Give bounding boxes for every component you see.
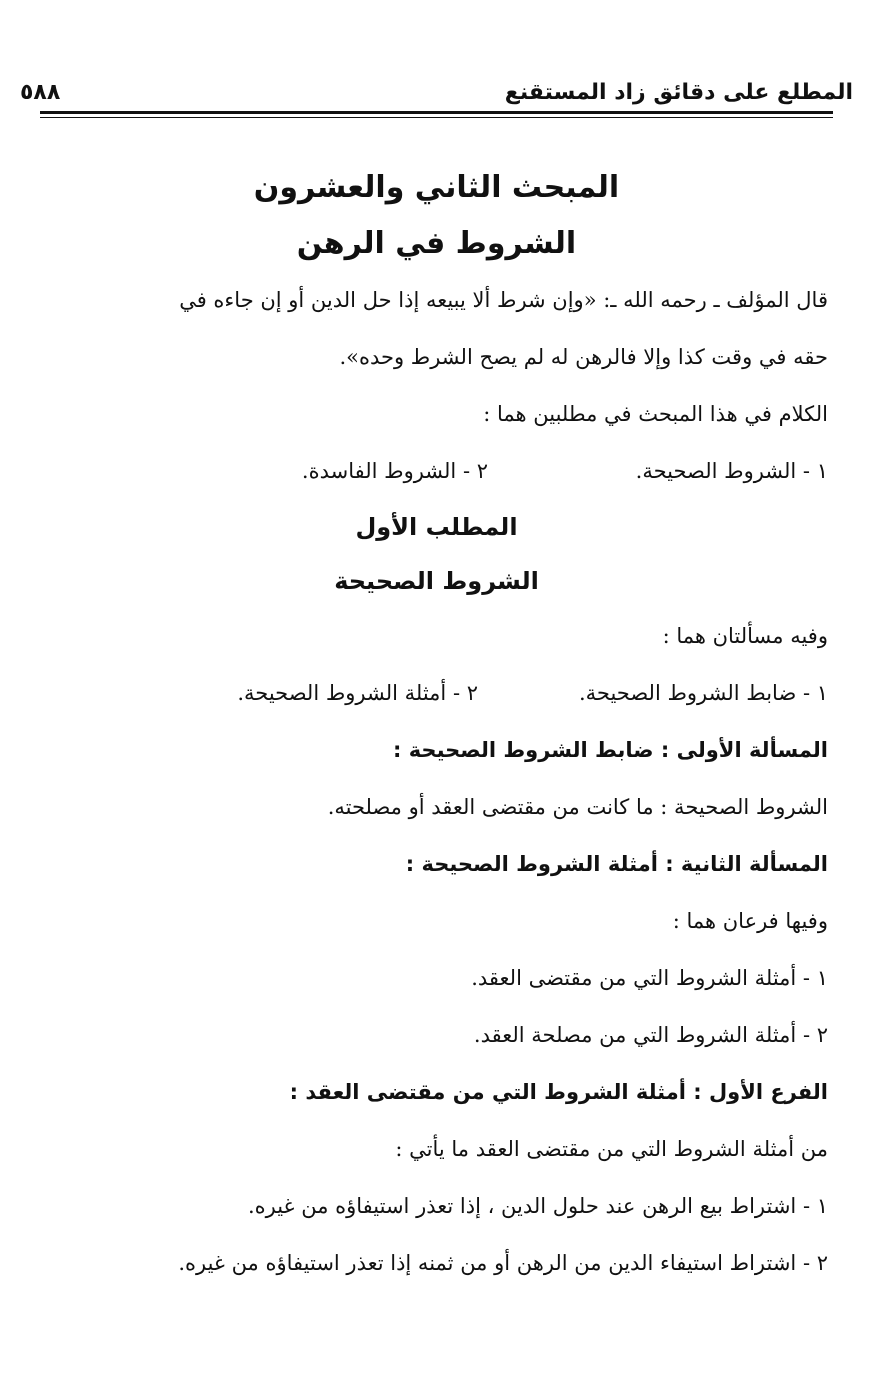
- section-subtitle: الشروط الصحيحة: [334, 567, 539, 595]
- intro-line-1: قال المؤلف ـ رحمه الله ـ: «وإن شرط ألا يبيعه إذا حل الدين أو إن جاءه في: [179, 288, 828, 312]
- section-title: المطلب الأول: [355, 513, 518, 541]
- chapter-subtitle: الشروط في الرهن: [296, 226, 577, 261]
- intro-line-3: الكلام في هذا المبحث في مطلبين هما :: [483, 402, 828, 426]
- branch-heading: الفرع الأول : أمثلة الشروط التي من مقتضى العقد :: [289, 1080, 828, 1104]
- page-body: [45, 160, 828, 1292]
- branch-list-item: ٢ - اشتراط استيفاء الدين من الرهن أو من ثمنه إذا تعذر استيفاؤه من غيره.: [178, 1251, 828, 1275]
- intro-list-item: ١ - الشروط الصحيحة.: [635, 459, 828, 483]
- book-title: المطلع على دقائق زاد المستقنع: [504, 80, 853, 105]
- section-intro: وفيه مسألتان هما :: [662, 624, 828, 648]
- branch-list-item: ١ - اشتراط بيع الرهن عند حلول الدين ، إذا تعذر استيفاؤه من غيره.: [247, 1194, 828, 1218]
- issue-heading: المسألة الثانية : أمثلة الشروط الصحيحة :: [405, 852, 828, 876]
- intro-line-2: حقه في وقت كذا وإلا فالرهن له لم يصح الشرط وحده».: [339, 345, 828, 369]
- running-header: [20, 70, 853, 110]
- intro-list-item: ٢ - الشروط الفاسدة.: [301, 459, 488, 483]
- issue-text: الشروط الصحيحة : ما كانت من مقتضى العقد أو مصلحته.: [327, 795, 828, 819]
- header-rule-thin: [40, 117, 833, 118]
- issue-heading: المسألة الأولى : ضابط الشروط الصحيحة :: [392, 738, 828, 762]
- branch-intro: من أمثلة الشروط التي من مقتضى العقد ما يأتي :: [395, 1137, 828, 1161]
- issue-list-item: ٢ - أمثلة الشروط التي من مصلحة العقد.: [473, 1023, 828, 1047]
- page-number: ٥٨٨: [20, 80, 61, 105]
- header-rule-thick: [40, 111, 833, 114]
- chapter-title: المبحث الثاني والعشرون: [253, 170, 620, 205]
- section-list: [45, 665, 828, 722]
- issue-intro: وفيها فرعان هما :: [672, 909, 828, 933]
- section-list-item: ١ - ضابط الشروط الصحيحة.: [578, 681, 828, 705]
- issue-list-item: ١ - أمثلة الشروط التي من مقتضى العقد.: [471, 966, 828, 990]
- section-list-item: ٢ - أمثلة الشروط الصحيحة.: [237, 681, 478, 705]
- intro-list: [45, 443, 828, 500]
